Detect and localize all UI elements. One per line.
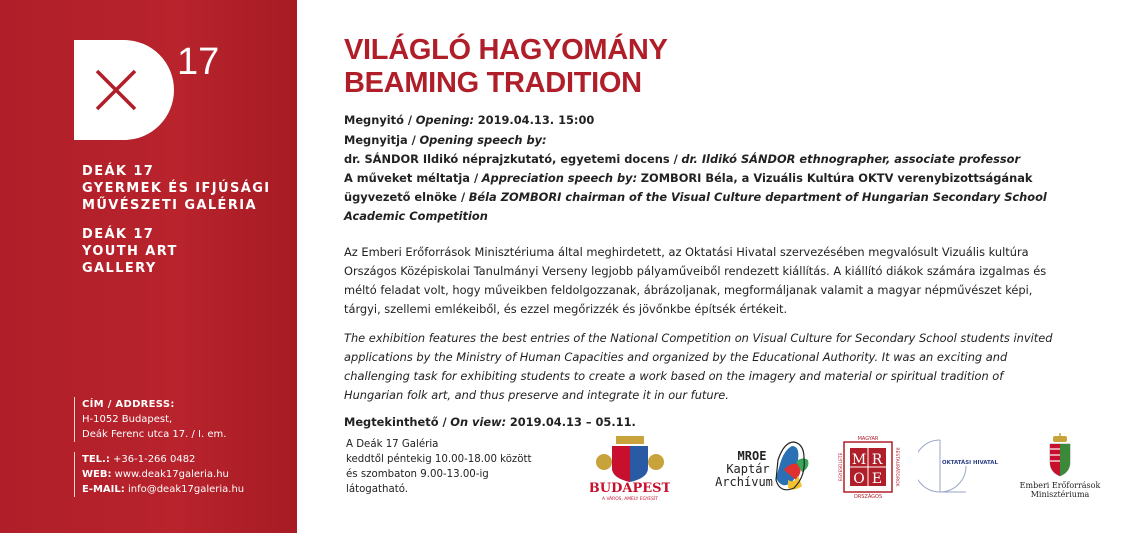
ministry-line2: Minisztériuma xyxy=(1030,490,1090,499)
gallery-hu-line: GYERMEK ÉS IFJÚSÁGI xyxy=(82,181,271,196)
mroe-o: O xyxy=(853,471,865,487)
appreciation-name-hu: ZOMBORI Béla, a Vizuális Kultúra OKTV verenybizottságának ügyvezető elnöke / xyxy=(344,171,1033,204)
address-line: Deák Ferenc utca 17. / I. em. xyxy=(82,429,227,440)
speaker-line xyxy=(344,150,1069,169)
logo-number: 17 xyxy=(177,41,220,83)
hours-line: A Deák 17 Galéria xyxy=(346,439,439,450)
mroe-line1: MROE xyxy=(737,449,767,463)
mroe-line3: Archívum xyxy=(715,475,773,489)
hours-line: keddtől péntekig 10.00-18.00 között xyxy=(346,454,532,465)
mroe-bottom: ORSZÁGOS xyxy=(853,494,883,500)
onview-label-en: On view: xyxy=(450,415,507,429)
appreciation-label-hu: A műveket méltatja / xyxy=(344,171,479,185)
speech-line xyxy=(344,131,1069,150)
budapest-tagline: A VÁROS, AMELY EGYESÍT xyxy=(602,497,658,502)
mroe-left: EGYESÜLETE xyxy=(839,452,844,482)
gallery-name-en xyxy=(82,226,178,277)
on-view-line xyxy=(344,415,1069,429)
ministry-line1: Emberi Erőforrások xyxy=(1019,481,1101,490)
speaker-hu: dr. SÁNDOR Ildikó néprajzkutató, egyetemi docens / xyxy=(344,152,678,166)
sidebar xyxy=(0,0,297,533)
opening-line xyxy=(344,111,1069,130)
speech-label-en: Opening speech by: xyxy=(419,133,547,147)
gallery-en-line: DEÁK 17 xyxy=(82,227,155,242)
event-info xyxy=(344,111,1069,226)
description-hu: Az Emberi Erőforrások Minisztériuma által meghirdetett, az Oktatási Hivatal szervezésében megvalósult Vizuális kultúra Országos Középiskolai Tanulmányi Verseny legjobb pályaműveiből rendezett kiállítás. A kiállító diákok számára izgalmas és méltó feladat volt, hogy műveikben feldolgozzanak, ábrázoljanak, megformáljanak valamit a magyar népművészet képi, tárgyi, szellemi emlékeiből, és ezzel megőrizzék és jövőnkbe építsék értékeit. xyxy=(344,245,1047,316)
opening-date: 2019.04.13. 15:00 xyxy=(477,113,595,127)
main-content xyxy=(344,34,1069,429)
email-link[interactable]: info@deak17galeria.hu xyxy=(127,484,245,495)
oktatasi-hivatal-logo[interactable] xyxy=(918,434,1008,500)
gallery-hu-line: DEÁK 17 xyxy=(82,164,155,179)
address-block xyxy=(74,397,226,442)
mroe-m: M xyxy=(851,452,867,468)
tel-label: TEL.: xyxy=(82,454,110,465)
opening-label-en: Opening: xyxy=(415,113,475,127)
opening-label-hu: Megnyitó / xyxy=(344,113,413,127)
email-label: E-MAIL: xyxy=(82,484,125,495)
mroe-restorers-logo[interactable] xyxy=(836,434,900,500)
opening-hours xyxy=(346,437,532,497)
appreciation-label-en: Appreciation speech by: xyxy=(481,171,638,185)
address-line: H-1052 Budapest, xyxy=(82,414,173,425)
address-label: CÍM / ADDRESS: xyxy=(82,399,175,410)
appreciation-line xyxy=(344,169,1064,226)
onview-dates: 2019.04.13 – 05.11. xyxy=(509,415,636,429)
tel-value[interactable]: +36-1-266 0482 xyxy=(113,454,196,465)
speaker-en: dr. Ildikó SÁNDOR ethnographer, associate professor xyxy=(681,152,1021,166)
budapest-logo[interactable] xyxy=(590,432,670,502)
title-hu: VILÁGLÓ HAGYOMÁNY xyxy=(344,34,668,66)
appreciation-name-en: Béla ZOMBORI chairman of the Visual Culture department of Hungarian Secondary School Academic Competition xyxy=(344,190,1047,223)
ministry-logo[interactable] xyxy=(1010,432,1110,502)
contact-block xyxy=(74,452,244,497)
mroe-e: E xyxy=(871,471,883,487)
gallery-hu-line: MŰVÉSZETI GALÉRIA xyxy=(82,198,257,213)
gallery-en-line: YOUTH ART xyxy=(82,244,178,259)
hours-line: és szombaton 9.00-13.00-ig xyxy=(346,469,489,480)
speech-label-hu: Megnyitja / xyxy=(344,133,416,147)
mroe-top: MAGYAR xyxy=(857,436,879,442)
gallery-name-hu xyxy=(82,163,271,214)
sponsor-logos xyxy=(590,432,1110,502)
mroe-r: R xyxy=(871,452,883,468)
gallery-en-line: GALLERY xyxy=(82,261,157,276)
hours-line: látogatható. xyxy=(346,484,408,495)
web-label: WEB: xyxy=(82,469,112,480)
mroe-line2: Kaptár xyxy=(726,462,770,476)
web-link[interactable]: www.deak17galeria.hu xyxy=(114,469,229,480)
title-en: BEAMING TRADITION xyxy=(344,67,642,99)
oktatasi-name: OKTATÁSI HIVATAL xyxy=(942,460,998,466)
description-en: The exhibition features the best entries of the National Competition on Visual Culture for Secondary School students invited applications by the Ministry of Human Capacities and organized by the Educational Authority. It was an exciting and challenging task for exhibiting students to create a work based on the imagery and material or spiritual tradition of Hungarian folk art, and thus preserve and integrate it in our future. xyxy=(344,331,1053,402)
mroe-right: RESTAURÁTOROK xyxy=(894,447,899,487)
budapest-name: BUDAPEST xyxy=(590,481,670,496)
onview-label-hu: Megtekinthető / xyxy=(344,415,447,429)
deak17-logo xyxy=(74,40,224,140)
mroe-kaptar-logo[interactable] xyxy=(708,440,818,498)
